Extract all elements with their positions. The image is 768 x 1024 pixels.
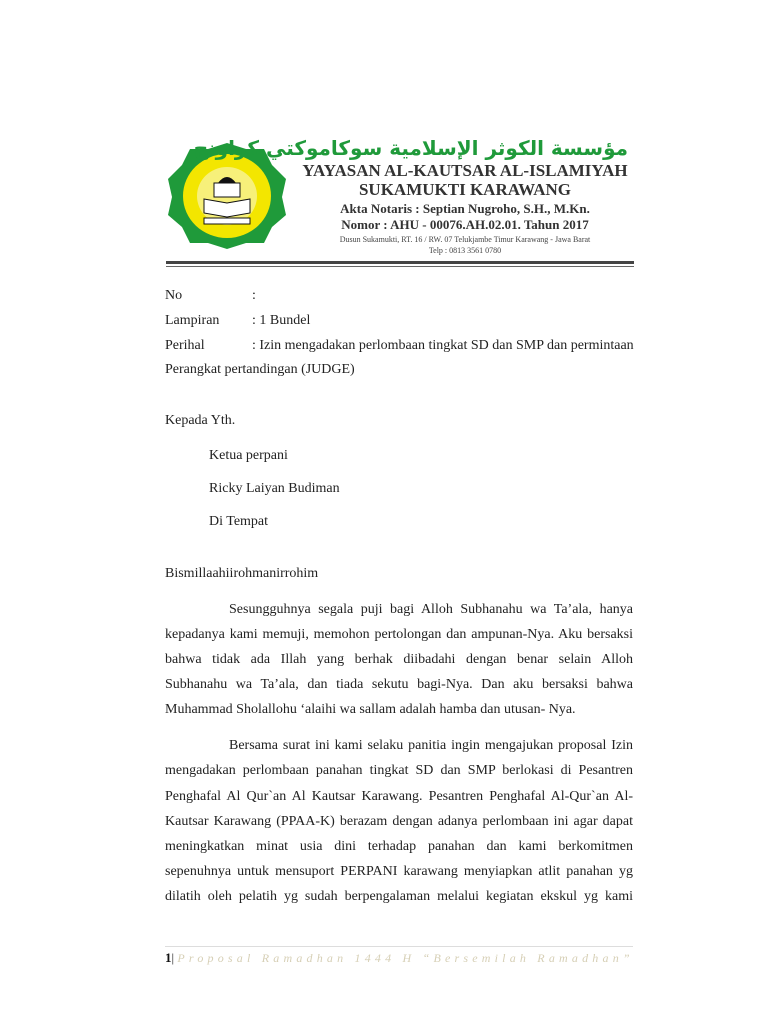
paragraph-line: kepadanya kami memuji, memohon pertolongan dan ampunan-Nya. Aku bersaksi bbox=[165, 627, 633, 642]
footer-separator: | bbox=[171, 950, 175, 965]
paragraph-line: Penghafal Al Qur`an Al Kautsar Karawang. Pesantren Penghafal Al-Qur`an Al- bbox=[165, 789, 633, 804]
header-rule-thin bbox=[166, 266, 634, 267]
arabic-name: مؤسسة الكوثر الإسلامية سوكاموكتي كراونج bbox=[193, 136, 628, 160]
opening: Bismillaahiirohmanirrohim bbox=[165, 566, 319, 581]
greeting: Kepada Yth. bbox=[165, 413, 236, 428]
registration-number: Nomor : AHU - 00076.AH.02.01. Tahun 2017 bbox=[341, 217, 589, 232]
foundation-location: SUKAMUKTI KARAWANG bbox=[358, 180, 572, 199]
recipient-line: Di Tempat bbox=[209, 514, 269, 529]
phone: Telp : 0813 3561 0780 bbox=[428, 246, 502, 255]
address: Dusun Sukamukti, RT. 16 / RW. 07 Telukjambe Timur Karawang - Jawa Barat bbox=[339, 235, 591, 244]
field-value-lampiran: : 1 Bundel bbox=[252, 313, 311, 328]
paragraph-line: Muhammad Sholallohu ‘alaihi wa sallam adalah hamba dan utusan- Nya. bbox=[165, 702, 576, 717]
recipient-line: Ketua perpani bbox=[209, 448, 288, 463]
paragraph-line: Sesungguhnya segala puji bagi Alloh Subhanahu wa Ta’ala, hanya bbox=[229, 602, 633, 617]
field-label-no: No bbox=[165, 288, 183, 303]
header-rule bbox=[166, 261, 634, 264]
footer-text: Proposal Ramadhan 1444 H “Bersemilah Ramadhan” bbox=[177, 951, 634, 965]
field-value-no: : bbox=[252, 288, 256, 303]
field-label-lampiran: Lampiran bbox=[165, 313, 220, 328]
paragraph-line: mengadakan perlombaan panahan tingkat SD dan SMP berlokasi di Pesantren bbox=[165, 763, 633, 778]
footer bbox=[165, 950, 634, 966]
paragraph-line: bahwa tidak ada Illah yang berhak diibadahi dengan benar selain Alloh bbox=[165, 652, 633, 667]
foundation-name: YAYASAN AL-KAUTSAR AL-ISLAMIYAH bbox=[302, 161, 628, 180]
field-value-perihal: : Izin mengadakan perlombaan tingkat SD dan SMP dan permintaan bbox=[252, 338, 634, 353]
paragraph-line: Kautsar Karawang (PPAA-K) berazam dengan adanya perlombaan ini agar dapat bbox=[165, 814, 633, 829]
paragraph-line: Bersama surat ini kami selaku panitia ingin mengajukan proposal Izin bbox=[229, 738, 633, 753]
perihal-continuation: Perangkat pertandingan (JUDGE) bbox=[165, 362, 355, 377]
paragraph-line: Subhanahu wa Ta’ala, dan tiada sekutu bagi-Nya. Dan aku bersaksi bahwa bbox=[165, 677, 633, 692]
footer-rule bbox=[165, 946, 633, 947]
paragraph-line: sepenuhnya untuk mensuport PERPANI karawang menyiapkan atlit panahan yg bbox=[165, 864, 633, 879]
paragraph-line: meningkatkan minat usia dini terhadap panahan dan kami berkomitmen bbox=[165, 839, 633, 854]
field-label-perihal: Perihal bbox=[165, 338, 205, 353]
recipient-line: Ricky Laiyan Budiman bbox=[209, 481, 340, 496]
paragraph-line: dilatih oleh pelatih yg sudah berpengalaman melalui kegiatan ekskul yg kami bbox=[165, 889, 633, 904]
notary: Akta Notaris : Septian Nugroho, S.H., M.Kn. bbox=[340, 201, 590, 216]
page-number: 1 bbox=[165, 950, 172, 965]
